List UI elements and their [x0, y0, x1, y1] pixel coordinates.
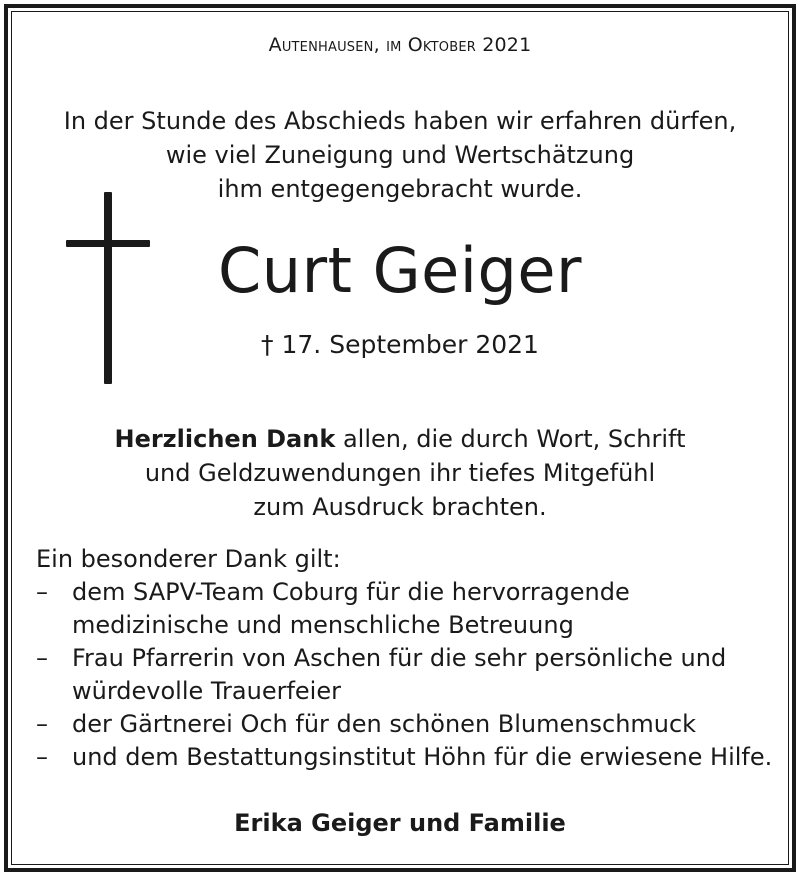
thanks-line: und Geldzuwendungen ihr tiefes Mitgefühl [144, 459, 656, 487]
special-thanks-item [36, 576, 776, 642]
intro-line: wie viel Zuneigung und Wertschätzung [165, 141, 635, 169]
special-thanks-item [36, 642, 776, 708]
item-line: medizinische und menschliche Betreuung [72, 611, 574, 639]
place-date: Autenhausen, im Oktober 2021 [268, 34, 532, 56]
thanks-line [0, 422, 800, 456]
intro-line: ihm entgegengebracht wurde. [217, 175, 583, 203]
thanks-text [0, 422, 800, 524]
special-thanks-item [36, 741, 776, 774]
special-thanks-item [36, 708, 776, 741]
dash: – [36, 710, 48, 738]
intro-line: In der Stunde des Abschieds haben wir erfahren dürfen, [63, 107, 737, 135]
dash: – [36, 644, 48, 672]
dash: – [36, 578, 48, 606]
intro-text [0, 104, 800, 206]
thanks-line: zum Ausdruck brachten. [253, 493, 547, 521]
item-line: Frau Pfarrerin von Aschen für die sehr persönliche und [72, 644, 727, 672]
signature: Erika Geiger und Familie [234, 809, 566, 837]
thanks-line-rest: allen, die durch Wort, Schrift [335, 425, 686, 453]
item-line: dem SAPV-Team Coburg für die hervorragende [72, 578, 630, 606]
item-line: und dem Bestattungsinstitut Höhn für die erwiesene Hilfe. [72, 743, 773, 771]
item-line: würdevolle Trauerfeier [72, 677, 341, 705]
special-thanks-heading: Ein besonderer Dank gilt: [36, 545, 341, 573]
item-line: der Gärtnerei Och für den schönen Blumenschmuck [72, 710, 697, 738]
deceased-name: Curt Geiger [218, 234, 582, 307]
death-date: † 17. September 2021 [261, 330, 539, 359]
special-thanks [36, 543, 776, 774]
thanks-bold: Herzlichen Dank [114, 425, 336, 453]
dash: – [36, 743, 48, 771]
